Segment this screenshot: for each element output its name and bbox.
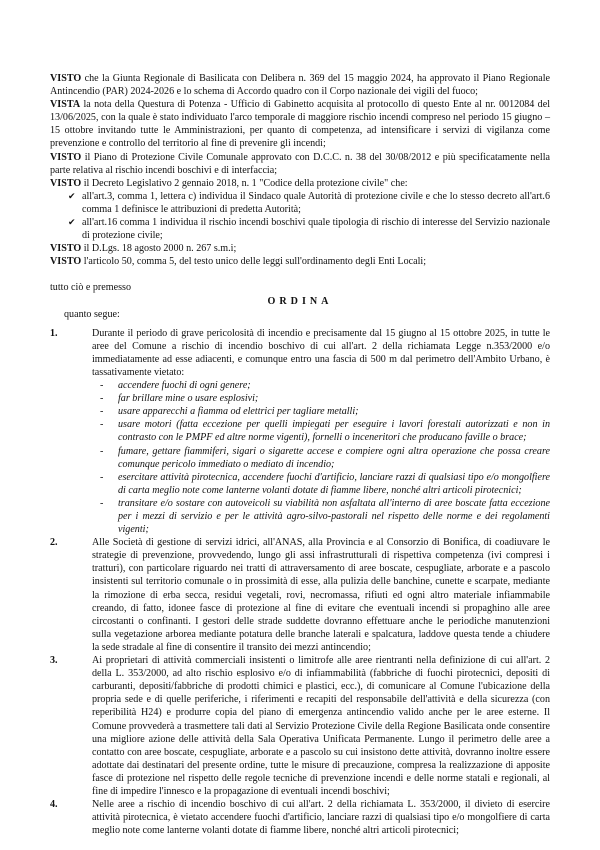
order-item: [50, 654, 550, 798]
keyword: VISTO: [50, 177, 82, 189]
visto-paragraph: [50, 177, 550, 190]
divieto-item: - usare apparecchi a fiamma od elettrici per tagliare metalli;: [100, 405, 550, 418]
item-text: Alle Società di gestione di servizi idrici, all'ANAS, alla Provincia e al Consorzio di Bonifica, di coadiuvare le strategie di prevenzione, provvedendo, lungo gli assi infrastrutturali di rispettiva competenza (ivi compresi i tratturi), con particolare riguardo nei tratti di attraversamento di aree boscate, cespugliate, arborate e a pascolo insistenti sul territorio comunale o in prossimità di esse, alla pulizia delle banchine, cunette e scarpate, mediante la rimozione di erba secca, residui vegetali, rovi, necromassa, rifiuti ed ogni altro materiale infiammabile creando, di fatto, idonee fasce di protezione al fine di evitare che eventuali incendi si propaghino alle aree circostanti o confinanti. I gestori delle strade suddette dovranno effettuare anche le periodiche manutenzioni sulla vegetazione arborea mediante potatura delle branche laterali e spalcatura, laddove questa tende a chiudere la sede stradale al fine di consentire il transito dei mezzi antincendio;: [92, 537, 550, 653]
paragraph-text: il D.Lgs. 18 agosto 2000 n. 267 s.m.i;: [81, 243, 237, 255]
check-list: [50, 190, 550, 242]
item-number: 4.: [50, 799, 58, 811]
paragraph-text: che la Giunta Regionale di Basilicata con Delibera n. 369 del 15 maggio 2024, ha approvato il Piano Regionale Antincendio (PAR) 2024-2026 e lo schema di Accordo quadro con il Corpo nazionale dei vigili del fuoco;: [50, 73, 550, 98]
item-text: Nelle aree a rischio di incendio boschivo di cui all'art. 2 della richiamata L. 353/2000, il divieto di esercire attività pirotecnica, è vietato accendere fuochi d'artificio, lanciare razzi di qualsiasi tipo e/o mongolfiere di carta meglio note come lanterne volanti dotate di fiamme libere, nonché altri articoli pirotecnici;: [92, 799, 550, 837]
item-text: Ai proprietari di attività commerciali insistenti o limitrofe alle aree rientranti nella definizione di cui all'art. 2 della L. 353/2000, ad alto rischio esplosivo e/o di infiammabilità (fabbriche di fuochi pirotecnici, depositi di carburanti, depositi/fabbriche di prodotti chimici e plastici, ecc.), di comunicare al Comune l'ubicazione della propria sede e di quelle periferiche, i riferimenti e recapiti del responsabile dell'attività e della sicurezza (con reperibilità H24) e produrre copia del piano di emergenza antincendio valido anche per le aree esterne. Il Comune provvederà a trasmettere tali dati al Servizio Protezione Civile della Regione Basilicata onde consentire una migliore azione delle attività della Sala Operativa Unificata Permanente. Lungo il perimetro delle aree a contatto con aree boscate, cespugliate, arborate e a pascolo su cui insistono dette attività, dovranno inoltre essere adottate dai destinatari del presente ordine, tutte le misure di precauzione, compresa la realizzazione di apposite fasce di protezione nel rispetto delle regole tecniche di prevenzione incendi e delle norme statali e regionali, al fine di impedire l'innesco e la propagazione di eventuali incendi boschivi;: [92, 655, 550, 797]
divieto-item: - far brillare mine o usare esplosivi;: [100, 392, 550, 405]
order-item: [50, 327, 550, 537]
keyword: VISTO: [50, 243, 82, 255]
visto-paragraph: [50, 72, 550, 98]
quanto-segue: quanto segue:: [64, 308, 120, 320]
check-item: ✔ all'art.16 comma 1 individua il rischio incendi boschivi quale tipologia di rischio di interesse del Servizio nazionale di protezione civile;: [68, 216, 550, 242]
divieto-item: - accendere fuochi di ogni genere;: [100, 379, 550, 392]
vista-paragraph: [50, 98, 550, 150]
keyword: VISTA: [50, 99, 81, 111]
document-page: [50, 72, 550, 837]
paragraph-text: la nota della Questura di Potenza - Ufficio di Gabinetto acquisita al protocollo di questo Ente al nr. 0012084 del 13/06/2025, con la quale è stato individuato l'arco temporale di maggiore rischio incendi compreso nel periodo 15 giugno – 15 ottobre invitando tutte le Amministrazioni, per quanto di competenza, ad intensificare i servizi di vigilanza come prevenzione e controllo del territorio al fine di prevenire gli incendi;: [50, 99, 550, 150]
divieto-item: - esercitare attività pirotecnica, accendere fuochi d'artificio, lanciare razzi di qualsiasi tipo e/o mongolfiere di carta meglio note come lanterne volanti dotate di fiamme libere, nonché altri articoli pirotecnici;: [100, 471, 550, 497]
keyword: VISTO: [50, 73, 82, 84]
keyword: VISTO: [50, 256, 82, 268]
premesso-text: tutto ciò e premesso: [50, 282, 132, 294]
divieto-item: - usare motori (fatta eccezione per quelli impiegati per eseguire i lavori forestali autorizzati e non in contrasto con le PMPF ed altre norme vigenti), fornelli o inceneritori che producano faville o brace;: [100, 418, 550, 444]
order-item: [50, 798, 550, 837]
divieto-item: - transitare e/o sostare con autoveicoli su viabilità non asfaltata all'interno di aree boscate fatta eccezione per i mezzi di servizio e per le attività agro-silvo-pastorali nel rispetto delle norme e dei regolamenti vigenti;: [100, 497, 550, 536]
item-number: 2.: [50, 537, 58, 549]
visto-paragraph: [50, 242, 550, 255]
visto-paragraph: [50, 151, 550, 177]
item-text: Durante il periodo di grave pericolosità di incendio e precisamente dal 15 giugno al 15 ottobre 2025, in tutte le aree del Comune a rischio di incendio boschivo di cui all'art. 2 della richiamata Legge n.353/2000 e/o immediatamente ad esse adiacenti, e comunque entro una fascia di 500 m dal perimetro dell'Ambito Urbano, è tassativamente vietato:: [92, 327, 550, 378]
item-number: 1.: [50, 327, 58, 339]
ordina-title: ORDINA: [267, 295, 333, 307]
check-item: ✔ all'art.3, comma 1, lettera c) individua il Sindaco quale Autorità di protezione civile e che lo stesso decreto all'art.6 comma 1 definisce le attribuzioni di predetta Autorità;: [68, 190, 550, 216]
paragraph-text: il Piano di Protezione Civile Comunale approvato con D.C.C. n. 38 del 30/08/2012 e più specificatamente nella parte relativa al rischio incendi boschivi e di interfaccia;: [50, 151, 550, 176]
paragraph-text: il Decreto Legislativo 2 gennaio 2018, n. 1 "Codice della protezione civile" che:: [81, 177, 408, 189]
order-item: [50, 536, 550, 654]
visto-paragraph: [50, 255, 550, 268]
item-number: 3.: [50, 655, 58, 667]
order-list: [50, 327, 550, 838]
keyword: VISTO: [50, 151, 82, 163]
paragraph-text: l'articolo 50, comma 5, del testo unico delle leggi sull'ordinamento degli Enti Locali;: [81, 256, 427, 268]
divieti-list: [92, 379, 550, 536]
divieto-item: - fumare, gettare fiammiferi, sigari o sigarette accese e compiere ogni altra operazione che possa creare comunque pericolo immediato o mediato di incendio;: [100, 445, 550, 471]
